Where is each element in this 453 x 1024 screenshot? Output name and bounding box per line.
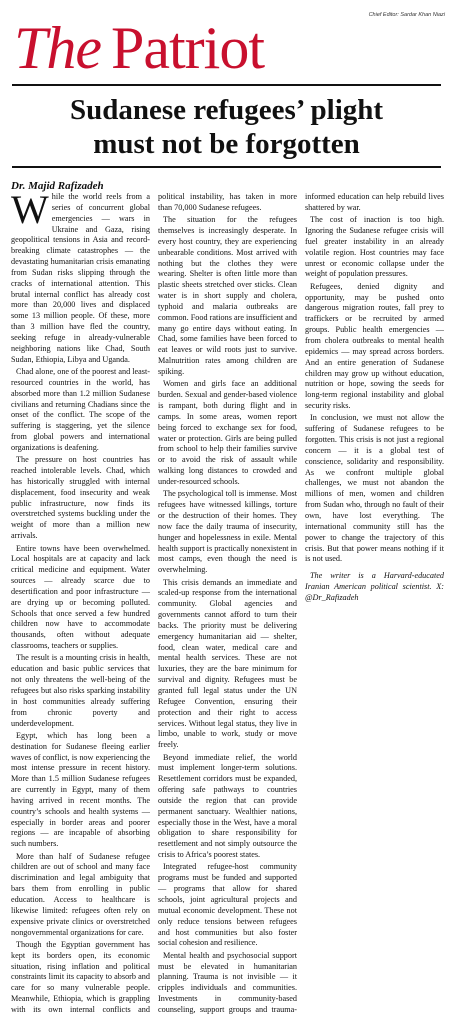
article-paragraph: Chad alone, one of the poorest and least-resourced countries in the world, has absorbed more than 1.2 million Sudanese civilians and returning Chadians since the onset of the conflict. The scope of the suffering is staggering, yet the silence from global powers and international organizations is deafening. <box>11 367 150 452</box>
author-note: The writer is a Harvard-educated Iranian American political scientist. X: @Dr_Rafizadeh <box>305 571 444 602</box>
headline-line-2: must not be forgotten <box>93 128 360 160</box>
headline-rule <box>12 166 441 168</box>
newspaper-logo[interactable] <box>14 15 264 81</box>
article-paragraph: In conclusion, we must not allow the suffering of Sudanese refugees to be forgotten. This crisis is not just a regional concern — it is a global test of conscience, solidarity and responsibility. As we confront multiple global challenges, we must not abandon the millions of men, women and children from Sudan who, through no fault of their own, have lost everything. The international community still has the power to change the trajectory of this crisis. But that power means nothing if it is not used. <box>305 413 444 564</box>
article-headline <box>0 93 453 161</box>
logo-patriot: Patriot <box>111 15 264 81</box>
article-paragraph: Women and girls face an additional burden. Sexual and gender-based violence is rampant, both during flight and in camps. In some areas, women report being forced to exchange sex for food, water or protection. Girls are being pulled from school to help their families survive or to avoid the risk of assault while walking long distances to crowded and under-resourced schools. <box>158 379 297 486</box>
article-body <box>11 187 444 1022</box>
logo-the: The <box>14 15 101 81</box>
article-paragraph: Refugees, denied dignity and opportunity, may be pushed onto dangerous migration routes, fall prey to traffickers or be recruited by armed groups. Public health emergencies — from cholera outbreaks to mental health epidemics — may spread across borders. And an entire generation of Sudanese children may grow up without education, nutrition or hope, sowing the seeds for long-term regional instability and global security risks. <box>305 281 444 411</box>
headline-line-1: Sudanese refugees’ plight <box>69 94 384 126</box>
article-paragraph: While the world reels from a series of concurrent global emergencies — wars in Ukraine and Gaza, rising geopolitical tensions in Asia and record-breaking climate catastrophes — the devastating humanitarian crisis emanating from Sudan risks slipping through the cracks of international attention. This brutal internal conflict has already cost more than 20,000 lives and displaced some 13 million people. Of these, more than 3 million have fled the country, seeking refuge in already-vulnerable neighboring nations like Chad, South Sudan, Ethiopia, Libya and Uganda. <box>11 187 150 364</box>
article-paragraph: The psychological toll is immense. Most refugees have witnessed killings, torture or the destruction of their homes. They now face the daily trauma of insecurity, hunger and hopelessness in exile. Mental health support is practically nonexistent in most camps, even though the need is overwhelming. <box>158 489 297 575</box>
masthead <box>0 0 453 84</box>
chief-editor-line: Chief Editor: Sardar Khan Niazi <box>368 12 445 18</box>
article-paragraph: The situation for the refugees themselves is increasingly desperate. In every host country, they are experiencing unbearable conditions. Most arrived with nothing but the clothes they were wearing. Shelter is often little more than plastic sheets stretched over sticks. Clean water is in short supply and cholera, typhoid and malaria outbreaks are common. Food rations are insufficient and many go entire days without eating. In Chad, some families have been forced to eat leaves or wild roots just to survive. Malnutrition rates among children are spiking. <box>158 215 298 376</box>
article-paragraph: Mental health and psychosocial support must be elevated in humanitarian planning. Trauma is not invisible — it cripples individuals and communities. Investments in community-based counseling, support groups and trauma-informed education can help rebuild lives shattered by war. <box>158 192 444 1014</box>
article-paragraph: Beyond immediate relief, the world must implement longer-term solutions. Resettlement corridors must be expanded, offering safe pathways to countries outside the region that can provide permanent sanctuary. Wealthier nations, especially those in the West, have a moral obligation to share responsibility for resettlement and not simply outsource the crisis to Africa’s poorest states. <box>158 752 297 860</box>
article-paragraph: Entire towns have been overwhelmed. Local hospitals are at capacity and lack critical medicine and equipment. Water sources — already scarce due to desertification and poor infrastructure — are drying up or becoming polluted. Schools that once served a few hundred children now have to accommodate thousands, often without adequate classrooms, teachers or supplies. <box>11 543 150 651</box>
article-paragraph: Though the Egyptian government has kept its borders open, its economic situation, rising inflation and political constraints limit its capacity to absorb and care for so many vulnerable people. Meanwhile, Ethiopia, which is grappling with its own internal conflicts and political instability, has taken in more than 70,000 Sudanese refugees. <box>11 192 297 1014</box>
article-paragraph: The cost of inaction is too high. Ignoring the Sudanese refugee crisis will fuel greater instability in an already volatile region. Host countries may face unrest or economic collapse under the weight of population pressures. <box>305 215 444 279</box>
article-paragraph: Integrated refugee-host community programs must be funded and supported — programs that allow for shared schools, joint agricultural projects and mutual economic development. These not only reduce tensions between refugees and host communities but also foster social cohesion and resilience. <box>158 862 297 948</box>
article-paragraph: More than half of Sudanese refugee children are out of school and many face discrimination and legal ambiguity that bars them from enrolling in public education. Access to healthcare is likewise limited: refugees often rely on expensive private clinics or overstretched nongovernmental organizations for care. <box>11 851 150 937</box>
article-paragraph: Egypt, which has long been a destination for Sudanese fleeing earlier waves of conflict, is now experiencing the most intense pressure in recent history. More than 1.5 million Sudanese refugees are currently in Egypt, many of them having arrived in recent months. The country’s schools and health systems — especially in border areas and poorer regions — are incapable of absorbing such numbers. <box>11 730 150 849</box>
article-paragraph: This crisis demands an immediate and scaled-up response from the international community. Global agencies and governments cannot afford to turn their backs. The priority must be delivering emergency humanitarian aid — shelter, food, clean water, medical care and mental health services. These are not luxuries, they are the bare minimum for survival and dignity. Refugees must be granted full legal status under the UN Refugee Convention, ensuring their protection and their right to access services. Without legal status, they live in limbo, unable to work, study or move freely. <box>158 577 297 750</box>
article-paragraph: The result is a mounting crisis in health, education and basic public services that not only threatens the well-being of the refugees but also risks sparking instability in host communities already suffering from chronic poverty and underdevelopment. <box>11 653 150 728</box>
masthead-rule <box>12 84 441 86</box>
drop-cap: W <box>11 187 49 232</box>
author-byline: Dr. Majid Rafizadeh <box>11 180 104 192</box>
article-paragraph: The pressure on host countries has reached intolerable levels. Chad, which has historically struggled with internal displacement, food insecurity and weak public infrastructure, now finds its overstretched systems buckling under the weight of more than a million new arrivals. <box>11 455 150 541</box>
